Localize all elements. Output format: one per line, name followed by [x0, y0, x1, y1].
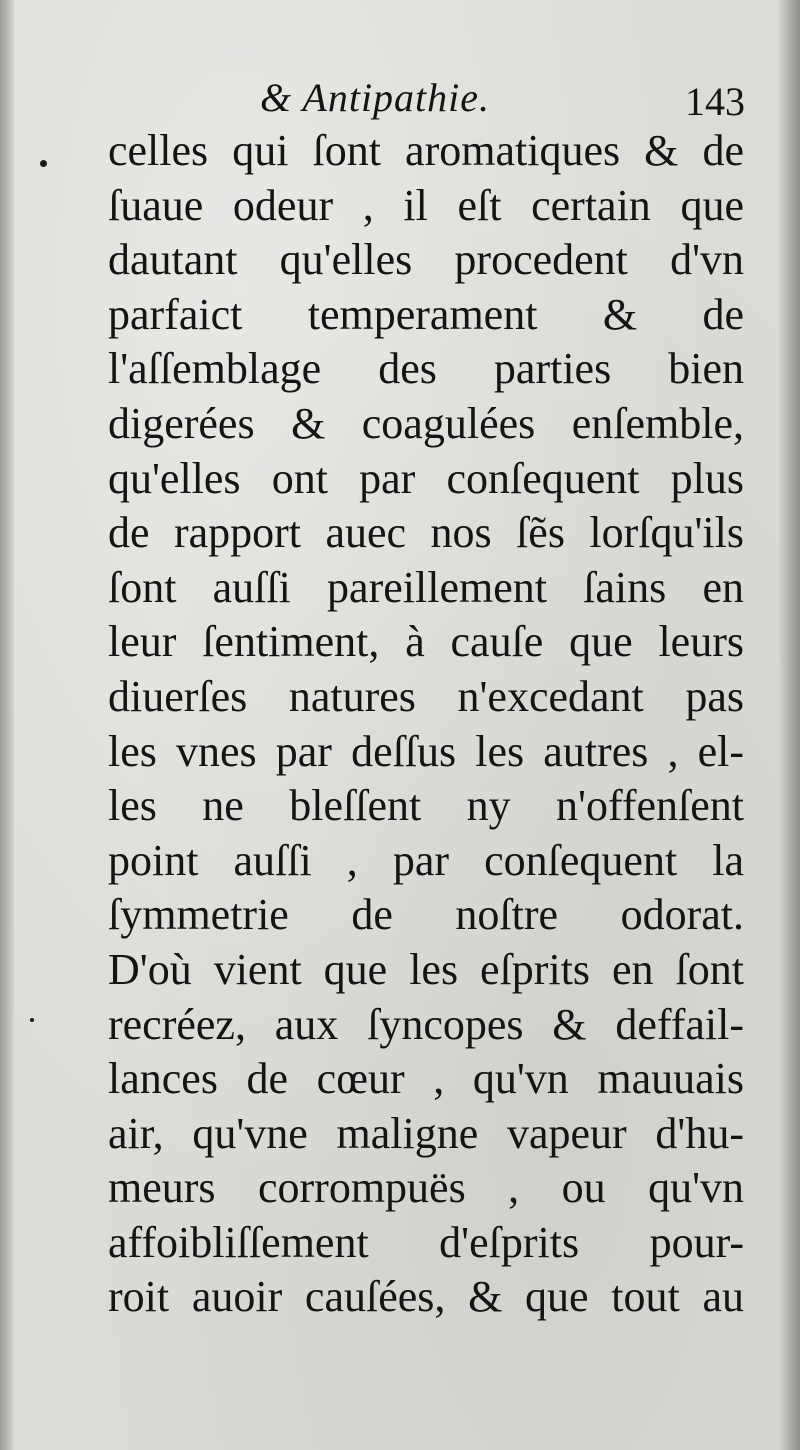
text-line: D'où vient que les eſprits en ſont	[108, 944, 744, 994]
ink-speck	[30, 1018, 34, 1022]
page-left-edge	[0, 0, 14, 1450]
text-line: ſymmetrie de noſtre odorat.	[108, 890, 744, 940]
ink-speck	[40, 160, 47, 167]
text-line: l'aſſemblage des parties bien	[108, 344, 744, 394]
text-line: leur ſentiment, à cauſe que leurs	[108, 617, 744, 667]
text-line: digerées & coagulées enſemble,	[108, 398, 744, 448]
text-line: air, qu'vne maligne vapeur d'hu-	[108, 1108, 744, 1158]
text-line: point auſſi , par conſequent la	[108, 835, 744, 885]
text-line: ſont auſſi pareillement ſains en	[108, 562, 744, 612]
page-number: 143	[685, 79, 745, 124]
text-line: lances de cœur , qu'vn mauuais	[108, 1054, 744, 1104]
text-line: les ne bleſſent ny n'offenſent	[108, 781, 744, 831]
text-line: de rapport auec nos ſẽs lorſqu'ils	[108, 508, 744, 558]
text-line: affoibliſſement d'eſprits pour-	[108, 1217, 744, 1267]
text-line: les vnes par deſſus les autres , el-	[108, 726, 744, 776]
page-right-edge	[778, 0, 800, 1450]
text-line: meurs corrompuës , ou qu'vn	[108, 1163, 744, 1213]
text-line: qu'elles ont par conſequent plus	[108, 453, 744, 503]
running-title: & Antipathie.	[260, 75, 491, 120]
text-line: celles qui ſont aromatiques & de	[108, 126, 744, 175]
text-line: diuerſes natures n'excedant pas	[108, 671, 744, 721]
text-line: roit auoir cauſées, & que tout au	[108, 1272, 744, 1322]
text-line: dautant qu'elles procedent d'vn	[108, 235, 744, 285]
text-line: recréez, aux ſyncopes & deffail-	[108, 999, 744, 1049]
running-head	[250, 70, 745, 124]
body-text	[108, 124, 744, 1325]
text-line: ſuaue odeur , il eſt certain que	[108, 180, 744, 230]
text-line: parfaict temperament & de	[108, 289, 744, 339]
